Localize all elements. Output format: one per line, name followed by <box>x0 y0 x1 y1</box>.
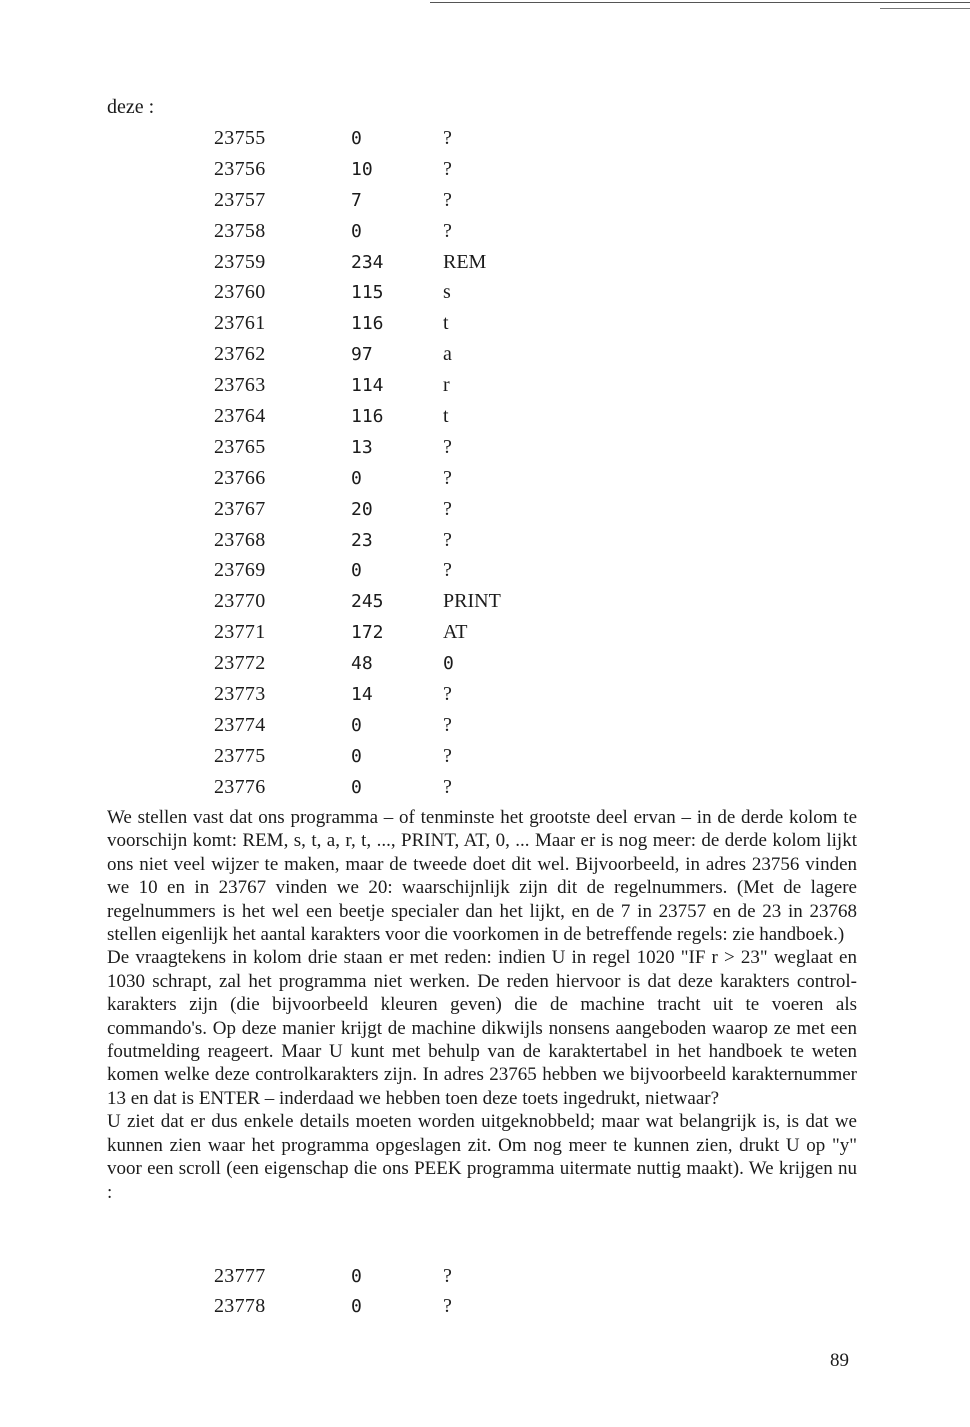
char-cell: ? <box>443 435 452 458</box>
value-cell: 0 <box>351 745 362 767</box>
value-cell: 23 <box>351 529 373 551</box>
memory-table-continued <box>214 1261 563 1321</box>
table-row <box>214 308 563 339</box>
value-cell: 0 <box>351 1295 362 1317</box>
char-cell: ? <box>443 775 452 798</box>
value-cell: 97 <box>351 344 373 366</box>
table-row <box>214 370 563 401</box>
table-row <box>214 247 563 278</box>
table-row <box>214 586 563 617</box>
table-row <box>214 710 563 741</box>
char-cell: PRINT <box>443 590 501 613</box>
char-cell: s <box>443 281 451 304</box>
char-cell: ? <box>443 1264 452 1287</box>
char-cell: REM <box>443 250 487 273</box>
address-cell: 23765 <box>214 435 266 458</box>
address-cell: 23772 <box>214 652 266 675</box>
value-cell: 48 <box>351 653 373 675</box>
char-cell: ? <box>443 126 452 149</box>
table-row <box>214 617 563 648</box>
char-cell: ? <box>443 1294 452 1317</box>
value-cell: 10 <box>351 158 373 180</box>
address-cell: 23759 <box>214 250 266 273</box>
value-cell: 13 <box>351 436 373 458</box>
address-cell: 23776 <box>214 775 266 798</box>
value-cell: 0 <box>351 467 362 489</box>
address-cell: 23778 <box>214 1294 266 1317</box>
char-cell: ? <box>443 157 452 180</box>
char-cell: ? <box>443 528 452 551</box>
address-cell: 23756 <box>214 157 266 180</box>
address-cell: 23758 <box>214 219 266 242</box>
table-row <box>214 401 563 432</box>
table-row <box>214 432 563 463</box>
address-cell: 23764 <box>214 404 266 427</box>
char-cell: ? <box>443 219 452 242</box>
table-row <box>214 555 563 586</box>
char-cell: ? <box>443 713 452 736</box>
value-cell: 114 <box>351 375 384 397</box>
value-cell: 245 <box>351 591 384 613</box>
address-cell: 23762 <box>214 343 266 366</box>
value-cell: 172 <box>351 622 384 644</box>
paragraph: De vraagtekens in kolom drie staan er met reden: indien U in regel 1020 "IF r > 23" weglaat en 1030 schrapt, zal het programma niet werken. De reden hiervoor is dat deze karakters control-karakters zijn (die bijvoorbeeld kleuren geven) die de machine tracht uit te voeren als commando's. Op deze manier krijgt de machine dikwijls nonsens aangeboden waarop ze met een foutmelding reageert. Maar U kunt met behulp van de karaktertabel in het handboek te weten komen welke deze controlkarakters zijn. In adres 23765 hebben we bijvoorbeeld karakternummer 13 en dat is ENTER – inderdaad we hebben toen deze toets ingedrukt, nietwaar? <box>107 947 857 1109</box>
table-row <box>214 154 563 185</box>
table-row <box>214 185 563 216</box>
value-cell: 115 <box>351 282 384 304</box>
table-row <box>214 525 563 556</box>
value-cell: 7 <box>351 189 362 211</box>
address-cell: 23769 <box>214 559 266 582</box>
table-row <box>214 494 563 525</box>
value-cell: 0 <box>351 220 362 242</box>
table-row <box>214 772 563 803</box>
address-cell: 23777 <box>214 1264 266 1287</box>
table-row <box>214 1261 563 1291</box>
address-cell: 23770 <box>214 590 266 613</box>
table-row <box>214 679 563 710</box>
address-cell: 23757 <box>214 188 266 211</box>
address-cell: 23767 <box>214 497 266 520</box>
memory-table <box>214 123 563 803</box>
table-row <box>214 648 563 679</box>
body-text <box>107 806 857 1204</box>
value-cell: 234 <box>351 251 384 273</box>
paragraph: We stellen vast dat ons programma – of tenminste het grootste deel ervan – in de derde kolom te voorschijn komt: REM, s, t, a, r, t, ..., PRINT, AT, 0, ... Maar er is nog meer: de derde kolom lijkt ons niet veel wijzer te maken, maar de tweede doet dit wel. Bijvoorbeeld, in adres 23756 vinden we 10 en in 23767 vinden we 20: waarschijnlijk zijn dit de regelnummers. (Met de lagere regelnummers is het wel een beetje specialer dan het lijkt, en de 7 in 23757 en de 23 in 23768 stellen eigenlijk het aantal karakters voor die voorkomen in de betreffende regels: zie handboek.) <box>107 807 857 946</box>
address-cell: 23763 <box>214 374 266 397</box>
char-cell: ? <box>443 497 452 520</box>
address-cell: 23774 <box>214 713 266 736</box>
top-edge-line <box>430 2 970 3</box>
value-cell: 116 <box>351 313 384 335</box>
table-row <box>214 216 563 247</box>
char-cell: 0 <box>443 653 454 675</box>
char-cell: t <box>443 404 449 427</box>
char-cell: t <box>443 312 449 335</box>
value-cell: 116 <box>351 405 384 427</box>
table-row <box>214 123 563 154</box>
table-row <box>214 339 563 370</box>
address-cell: 23773 <box>214 682 266 705</box>
address-cell: 23771 <box>214 621 266 644</box>
address-cell: 23761 <box>214 312 266 335</box>
address-cell: 23775 <box>214 744 266 767</box>
intro-text: deze : <box>107 96 155 118</box>
paragraph: U ziet dat er dus enkele details moeten worden uitgeknobbeld; maar wat belangrijk is, is dat we kunnen zien waar het programma opgeslagen zit. Om nog meer te kunnen zien, drukt U op "y" voor een scroll (een eigenschap die ons PEEK programma uitermate nuttig maakt). We krijgen nu : <box>107 1111 857 1203</box>
char-cell: ? <box>443 559 452 582</box>
value-cell: 0 <box>351 714 362 736</box>
char-cell: ? <box>443 744 452 767</box>
char-cell: r <box>443 374 450 397</box>
char-cell: ? <box>443 188 452 211</box>
table-row <box>214 741 563 772</box>
char-cell: ? <box>443 682 452 705</box>
char-cell: a <box>443 343 452 366</box>
value-cell: 0 <box>351 776 362 798</box>
value-cell: 0 <box>351 1265 362 1287</box>
table-row <box>214 277 563 308</box>
top-edge-line-short <box>880 8 970 9</box>
value-cell: 20 <box>351 498 373 520</box>
page-number: 89 <box>830 1350 849 1371</box>
table-row <box>214 1291 563 1321</box>
address-cell: 23768 <box>214 528 266 551</box>
address-cell: 23755 <box>214 126 266 149</box>
char-cell: AT <box>443 621 468 644</box>
char-cell: ? <box>443 466 452 489</box>
address-cell: 23766 <box>214 466 266 489</box>
table-row <box>214 463 563 494</box>
value-cell: 0 <box>351 127 362 149</box>
value-cell: 14 <box>351 683 373 705</box>
value-cell: 0 <box>351 560 362 582</box>
address-cell: 23760 <box>214 281 266 304</box>
